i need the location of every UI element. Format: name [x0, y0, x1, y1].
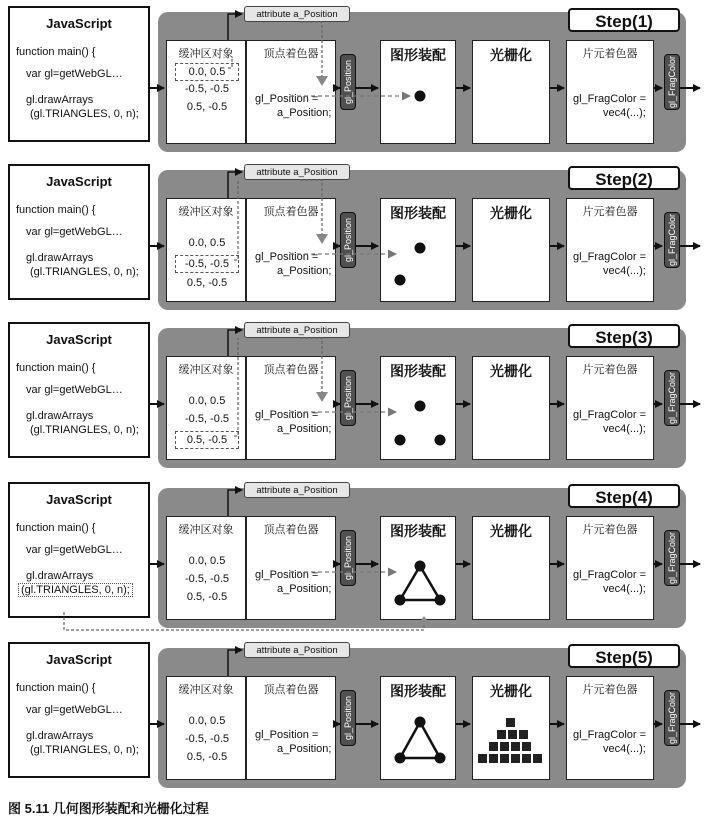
code-triangles: (gl.TRIANGLES, 0, n);: [30, 744, 139, 756]
code-drawarrays: gl.drawArrays: [26, 252, 94, 264]
vs-line-2: a_Position;: [277, 107, 332, 119]
fs-line-1: gl_FragColor =: [573, 569, 647, 581]
vertex-shader-title: 顶点着色器: [263, 206, 319, 218]
code-main: function main() {: [16, 682, 96, 694]
attribute-label: attribute a_Position: [244, 642, 350, 658]
vertex-shader-title: 顶点着色器: [263, 524, 319, 536]
step-2: [0, 164, 720, 314]
vertex-shader-panel: [246, 676, 336, 780]
buffer-row-2: -0.5, -0.5: [184, 573, 230, 585]
step-label: Step(4): [568, 484, 680, 508]
code-main: function main() {: [16, 204, 96, 216]
raster-title: 光栅化: [490, 523, 532, 539]
buffer-row-3: 0.5, -0.5: [186, 277, 228, 289]
buffer-row-2: -0.5, -0.5: [175, 255, 239, 273]
buffer-row-1: 0.0, 0.5: [175, 63, 239, 81]
buffer-row-3: 0.5, -0.5: [186, 751, 228, 763]
buffer-row-2: -0.5, -0.5: [184, 733, 230, 745]
vertex-shader-title: 顶点着色器: [263, 48, 319, 60]
buffer-row-2: -0.5, -0.5: [184, 413, 230, 425]
vertex-shader-title: 顶点着色器: [263, 684, 319, 696]
buffer-title: 缓冲区对象: [178, 684, 234, 696]
vertex-shader-panel: [246, 516, 336, 620]
fs-line-2: vec4(...);: [603, 107, 646, 119]
fragment-shader-panel: [566, 516, 654, 620]
raster-panel: [472, 40, 550, 144]
fs-line-2: vec4(...);: [603, 423, 646, 435]
step-label: Step(2): [568, 166, 680, 190]
code-main: function main() {: [16, 362, 96, 374]
step-5: [0, 642, 720, 792]
attribute-label: attribute a_Position: [244, 6, 350, 22]
javascript-title: JavaScript: [46, 492, 112, 507]
attribute-label: attribute a_Position: [244, 482, 350, 498]
code-triangles: (gl.TRIANGLES, 0, n);: [30, 266, 139, 278]
buffer-panel: [166, 356, 246, 460]
buffer-panel: [166, 516, 246, 620]
code-triangles: (gl.TRIANGLES, 0, n);: [30, 424, 139, 436]
javascript-box: [8, 482, 150, 618]
vs-line-1: gl_Position =: [255, 569, 319, 581]
code-drawarrays: gl.drawArrays: [26, 94, 94, 106]
vertex-shader-panel: [246, 198, 336, 302]
code-getwebgl: var gl=getWebGL…: [26, 68, 123, 80]
buffer-row-3: 0.5, -0.5: [175, 431, 239, 449]
code-drawarrays: gl.drawArrays: [26, 410, 94, 422]
gl-position-pill: gl_Position: [340, 530, 356, 586]
gl-fragcolor-pill: gl_FragColor: [664, 690, 680, 746]
fragment-shader-title: 片元着色器: [582, 48, 638, 60]
gl-fragcolor-pill: gl_FragColor: [664, 54, 680, 110]
raster-title: 光栅化: [490, 47, 532, 63]
raster-title: 光栅化: [490, 683, 532, 699]
fs-line-1: gl_FragColor =: [573, 251, 647, 263]
code-main: function main() {: [16, 522, 96, 534]
buffer-row-1: 0.0, 0.5: [188, 237, 226, 249]
raster-panel: [472, 516, 550, 620]
assembly-title: 图形装配: [390, 523, 446, 539]
attribute-label: attribute a_Position: [244, 322, 350, 338]
javascript-title: JavaScript: [46, 652, 112, 667]
buffer-title: 缓冲区对象: [178, 364, 234, 376]
attribute-label: attribute a_Position: [244, 164, 350, 180]
vs-line-2: a_Position;: [277, 423, 332, 435]
gl-position-pill: gl_Position: [340, 690, 356, 746]
code-getwebgl: var gl=getWebGL…: [26, 384, 123, 396]
fragment-shader-panel: [566, 676, 654, 780]
code-getwebgl: var gl=getWebGL…: [26, 226, 123, 238]
code-getwebgl: var gl=getWebGL…: [26, 704, 123, 716]
step-4: [0, 482, 720, 632]
buffer-row-1: 0.0, 0.5: [188, 555, 226, 567]
fragment-shader-title: 片元着色器: [582, 206, 638, 218]
step-label: Step(1): [568, 8, 680, 32]
fragment-shader-title: 片元着色器: [582, 364, 638, 376]
fs-line-2: vec4(...);: [603, 583, 646, 595]
assembly-panel: [380, 356, 456, 460]
gl-fragcolor-pill: gl_FragColor: [664, 212, 680, 268]
gl-position-pill: gl_Position: [340, 212, 356, 268]
gl-position-pill: gl_Position: [340, 54, 356, 110]
raster-title: 光栅化: [490, 363, 532, 379]
assembly-title: 图形装配: [390, 363, 446, 379]
step-3: [0, 322, 720, 472]
javascript-title: JavaScript: [46, 174, 112, 189]
vertex-shader-panel: [246, 356, 336, 460]
step-label: Step(3): [568, 324, 680, 348]
raster-panel: [472, 356, 550, 460]
code-getwebgl: var gl=getWebGL…: [26, 544, 123, 556]
step-1: [0, 6, 720, 156]
fs-line-1: gl_FragColor =: [573, 729, 647, 741]
fragment-shader-panel: [566, 198, 654, 302]
javascript-title: JavaScript: [46, 332, 112, 347]
code-drawarrays: gl.drawArrays: [26, 570, 94, 582]
vs-line-2: a_Position;: [277, 265, 332, 277]
raster-title: 光栅化: [490, 205, 532, 221]
figure-caption: 图 5.11 几何图形装配和光栅化过程: [8, 801, 209, 816]
buffer-title: 缓冲区对象: [178, 206, 234, 218]
raster-panel: [472, 676, 550, 780]
fs-line-2: vec4(...);: [603, 743, 646, 755]
vs-line-1: gl_Position =: [255, 729, 319, 741]
fs-line-1: gl_FragColor =: [573, 93, 647, 105]
assembly-panel: [380, 516, 456, 620]
buffer-panel: [166, 198, 246, 302]
assembly-panel: [380, 676, 456, 780]
fragment-shader-title: 片元着色器: [582, 524, 638, 536]
javascript-box: [8, 642, 150, 778]
vs-line-1: gl_Position =: [255, 409, 319, 421]
code-main: function main() {: [16, 46, 96, 58]
fragment-shader-panel: [566, 40, 654, 144]
buffer-title: 缓冲区对象: [178, 48, 234, 60]
fs-line-1: gl_FragColor =: [573, 409, 647, 421]
assembly-title: 图形装配: [390, 683, 446, 699]
javascript-box: [8, 322, 150, 458]
gl-fragcolor-pill: gl_FragColor: [664, 370, 680, 426]
vs-line-2: a_Position;: [277, 583, 332, 595]
gl-fragcolor-pill: gl_FragColor: [664, 530, 680, 586]
gl-position-pill: gl_Position: [340, 370, 356, 426]
assembly-title: 图形装配: [390, 205, 446, 221]
vertex-shader-panel: [246, 40, 336, 144]
buffer-row-1: 0.0, 0.5: [188, 395, 226, 407]
code-triangles: (gl.TRIANGLES, 0, n);: [30, 108, 139, 120]
buffer-panel: [166, 40, 246, 144]
buffer-panel: [166, 676, 246, 780]
assembly-panel: [380, 198, 456, 302]
javascript-box: [8, 6, 150, 142]
assembly-panel: [380, 40, 456, 144]
buffer-row-2: -0.5, -0.5: [184, 83, 230, 95]
vs-line-1: gl_Position =: [255, 93, 319, 105]
code-triangles: (gl.TRIANGLES, 0, n);: [18, 583, 133, 597]
fragment-shader-title: 片元着色器: [582, 684, 638, 696]
raster-panel: [472, 198, 550, 302]
assembly-title: 图形装配: [390, 47, 446, 63]
buffer-title: 缓冲区对象: [178, 524, 234, 536]
fragment-shader-panel: [566, 356, 654, 460]
fs-line-2: vec4(...);: [603, 265, 646, 277]
vertex-shader-title: 顶点着色器: [263, 364, 319, 376]
vs-line-1: gl_Position =: [255, 251, 319, 263]
vs-line-2: a_Position;: [277, 743, 332, 755]
step-label: Step(5): [568, 644, 680, 668]
buffer-row-3: 0.5, -0.5: [186, 591, 228, 603]
code-drawarrays: gl.drawArrays: [26, 730, 94, 742]
buffer-row-3: 0.5, -0.5: [186, 101, 228, 113]
buffer-row-1: 0.0, 0.5: [188, 715, 226, 727]
javascript-box: [8, 164, 150, 300]
javascript-title: JavaScript: [46, 16, 112, 31]
